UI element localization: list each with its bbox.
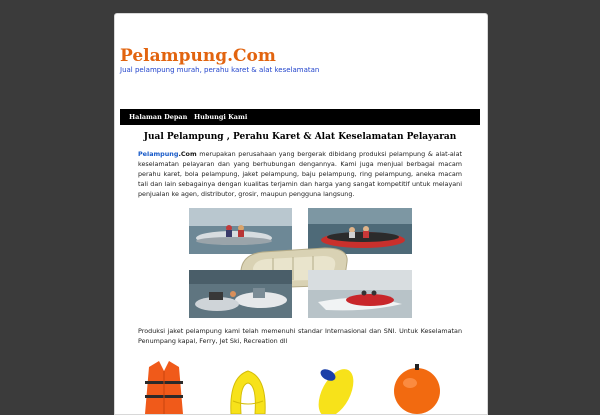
brand-link[interactable]: Pelampung xyxy=(138,150,179,158)
brand-suffix: .Com xyxy=(178,150,197,158)
nav-item-hubungi-kami[interactable]: Hubungi Kami xyxy=(194,113,248,121)
product-mooring-ball[interactable] xyxy=(392,357,442,414)
page-container xyxy=(114,13,488,415)
product-life-jacket[interactable] xyxy=(139,357,189,414)
intro-text: merupakan perusahaan yang bergerak dibidang produksi pelampung & alat-alat keselamatan pelayaran dan yang berhubungan dengannya. Kami juga menjual berbagai macam perahu karet, bola pelampung, jaket pelampung, baju pelampung, ring pelampung, aneka macam tali dan lain sebagainya dengan kualitas terjamin dan harga yang sangat kompetitif untuk melayani penjualan ke agen, distributor, grosir, maupun pengguna langsung. xyxy=(138,150,462,198)
photo-speed-boat xyxy=(308,270,412,318)
main-nav xyxy=(120,109,480,125)
site-title[interactable]: Pelampung.Com xyxy=(120,46,276,66)
page-heading: Jual Pelampung , Perahu Karet & Alat Keselamatan Pelayaran xyxy=(143,132,457,142)
product-horseshoe-buoy[interactable] xyxy=(223,357,273,414)
photo-boats-harbor xyxy=(189,270,292,318)
intro-paragraph xyxy=(138,149,462,199)
standards-paragraph: Produksi jaket pelampung kami telah memenuhi standar Internasional dan SNI. Untuk Keselamatan Penumpang kapal, Ferry, Jet Ski, Recreation dll xyxy=(138,327,462,345)
site-tagline: Jual pelampung murah, perahu karet & alat keselamatan xyxy=(120,66,320,74)
nav-item-halaman-depan[interactable]: Halaman Depan xyxy=(129,113,188,121)
product-fender-buoy[interactable] xyxy=(308,357,358,414)
